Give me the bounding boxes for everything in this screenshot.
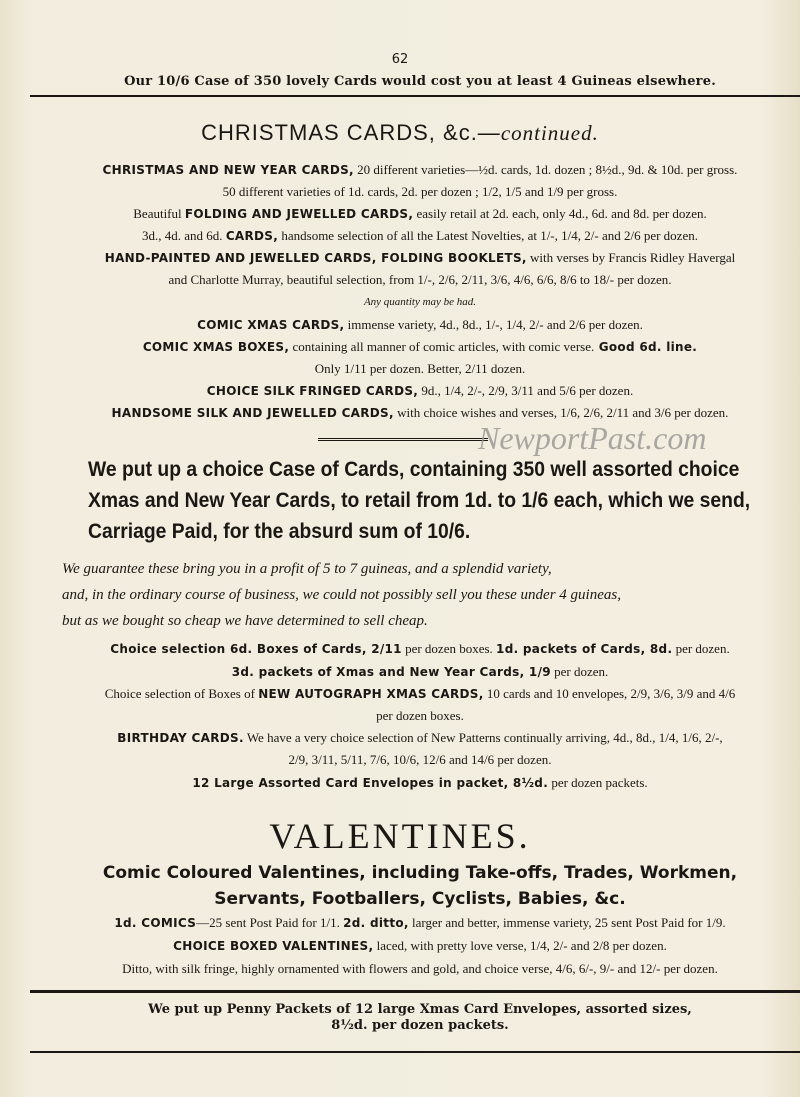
offer-line-1: We put up a choice Case of Cards, containing 350 well assorted choice <box>88 458 740 481</box>
xmas-line-4: 3d., 4d. and 6d. CARDS, handsome selection of all the Latest Novelties, at 1/-, 1/4, 2/- and 2/6 per dozen. <box>142 228 698 243</box>
offer-line-3: Carriage Paid, for the absurd sum of 10/6. <box>88 520 471 543</box>
section-divider <box>318 438 488 443</box>
top-banner: Our 10/6 Case of 350 lovely Cards would cost you at least 4 Guineas elsewhere. <box>124 74 716 89</box>
guarantee-line-2: and, in the ordinary course of business, we could not possibly sell you these under 4 guineas, <box>62 587 621 603</box>
valentines-sub-2: Servants, Footballers, Cyclists, Babies, &c. <box>214 889 626 909</box>
cards-line-1: Choice selection 6d. Boxes of Cards, 2/11 per dozen boxes. 1d. packets of Cards, 8d. per dozen. <box>110 641 730 656</box>
valentines-line-2: CHOICE BOXED VALENTINES, laced, with pretty love verse, 1/4, 2/- and 2/8 per dozen. <box>173 938 667 953</box>
valentines-line-3: Ditto, with silk fringe, highly ornamented with flowers and gold, and choice verse, 4/6, 6/-, 9/- and 12/- per dozen. <box>122 961 718 976</box>
xmas-line-11: CHOICE SILK FRINGED CARDS, 9d., 1/4, 2/-, 2/9, 3/11 and 5/6 per dozen. <box>206 383 634 398</box>
christmas-heading <box>0 120 800 146</box>
xmas-line-5: HAND-PAINTED AND JEWELLED CARDS, FOLDING BOOKLETS, with verses by Francis Ridley Havergal <box>104 250 736 265</box>
xmas-line-2: 50 different varieties of 1d. cards, 2d. per dozen ; 1/2, 1/5 and 1/9 per gross. <box>222 184 618 199</box>
page-number: 62 <box>391 52 409 67</box>
christmas-heading-italic: continued. <box>500 121 599 145</box>
bottom-banner <box>40 1002 800 1034</box>
valentines-sub-1: Comic Coloured Valentines, including Take-offs, Trades, Workmen, <box>102 863 738 883</box>
xmas-line-8: COMIC XMAS CARDS, immense variety, 4d., 8d., 1/-, 1/4, 2/- and 2/6 per dozen. <box>197 317 643 332</box>
xmas-line-3: Beautiful FOLDING AND JEWELLED CARDS, easily retail at 2d. each, only 4d., 6d. and 8d. per dozen. <box>133 206 707 221</box>
xmas-line-9: COMIC XMAS BOXES, containing all manner of comic articles, with comic verse. Good 6d. line. <box>142 339 698 354</box>
guarantee-line-3: but as we bought so cheap we have determined to sell cheap. <box>62 613 428 629</box>
any-quantity-note: Any quantity may be had. <box>363 296 477 308</box>
cards-line-2: 3d. packets of Xmas and New Year Cards, 1/9 per dozen. <box>231 664 609 679</box>
xmas-line-6: and Charlotte Murray, beautiful selection, from 1/-, 2/6, 2/11, 3/6, 4/6, 6/6, 8/6 to 18/- per dozen. <box>168 272 672 287</box>
bottom-banner-line-1: We put up Penny Packets of 12 large Xmas Card Envelopes, assorted sizes, <box>148 1002 692 1017</box>
birthday-line-2: 2/9, 3/11, 5/11, 7/6, 10/6, 12/6 and 14/6 per dozen. <box>288 752 552 767</box>
xmas-line-10: Only 1/11 per dozen. Better, 2/11 dozen. <box>314 361 526 376</box>
cards-line-3: Choice selection of Boxes of NEW AUTOGRAPH XMAS CARDS, 10 cards and 10 envelopes, 2/9, 3/6, 3/9 and 4/6 <box>104 686 736 701</box>
bottom-banner-line-2: 8½d. per dozen packets. <box>331 1018 509 1033</box>
xmas-line-1: CHRISTMAS AND NEW YEAR CARDS, 20 different varieties—½d. cards, 1d. dozen ; 8½d., 9d. & 10d. per gross. <box>102 162 738 177</box>
xmas-line-12: HANDSOME SILK AND JEWELLED CARDS, with choice wishes and verses, 1/6, 2/6, 2/11 and 3/6 per dozen. <box>111 405 729 420</box>
watermark: NewportPast.com <box>478 420 707 456</box>
cards-line-4: per dozen boxes. <box>376 708 464 723</box>
christmas-heading-main: CHRISTMAS CARDS, &c.— <box>201 120 501 145</box>
top-rule <box>30 95 800 97</box>
guarantee-line-1: We guarantee these bring you in a profit of 5 to 7 guineas, and a splendid variety, <box>62 561 552 577</box>
offer-line-2: Xmas and New Year Cards, to retail from 1d. to 1/6 each, which we send, <box>88 489 751 512</box>
birthday-line-1: BIRTHDAY CARDS. We have a very choice selection of New Patterns continually arriving, 4d., 8d., 1/4, 1/6, 2/-, <box>117 730 723 745</box>
valentines-line-1: 1d. COMICS—25 sent Post Paid for 1/1. 2d. ditto, larger and better, immense variety, 25 sent Post Paid for 1/9. <box>114 915 726 930</box>
envelopes-line: 12 Large Assorted Card Envelopes in packet, 8½d. per dozen packets. <box>192 775 648 790</box>
valentines-heading: VALENTINES. <box>269 816 531 856</box>
